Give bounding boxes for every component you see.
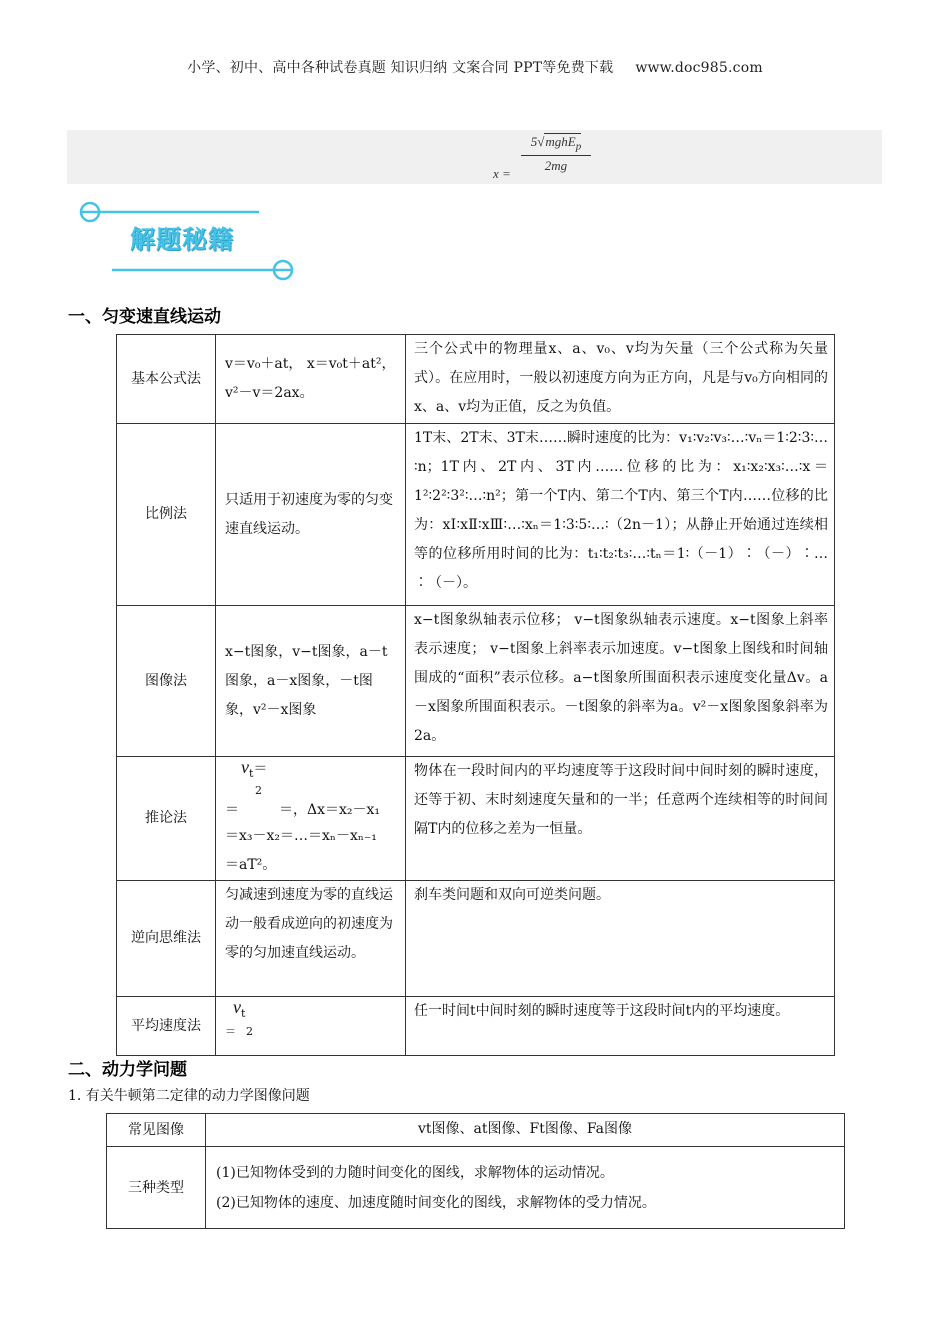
- formula-cell: v＝v₀＋at， x＝v₀t＋at²，v²－v＝2ax。: [216, 335, 406, 424]
- formula-box: [67, 130, 882, 184]
- formula-lhs: x =: [493, 166, 511, 181]
- formula-denominator: 2mg: [544, 157, 568, 173]
- sqrt-icon: √: [537, 134, 545, 149]
- formula-cell: 只适用于初速度为零的匀变速直线运动。: [216, 424, 406, 606]
- method-cell: 比例法: [117, 424, 216, 606]
- content-cell: [206, 1147, 845, 1229]
- note-cell: 刹车类问题和双向可逆类问题。: [406, 880, 835, 996]
- page-header: [0, 57, 950, 77]
- formula-cell: x−t图象，v−t图象，a－t图象，a－x图象，－t图象，v²－x图象: [216, 606, 406, 757]
- method-cell: 逆向思维法: [117, 880, 216, 996]
- content-cell: vt图像、at图像、Ft图像、Fa图像: [206, 1114, 845, 1147]
- note-cell: 1T末、2T末、3T末……瞬时速度的比为：v₁∶v₂∶v₃∶…∶vₙ＝1∶2∶3∶…∶n；1T内、2T内、3T内……位移的比为：x₁∶x₂∶x₃∶…∶x＝1²∶2²∶3²∶…∶n²；第一个T内、第二个T内、第三个T内……位移的比为：xⅠ∶xⅡ∶xⅢ∶…∶xₙ＝1∶3∶5∶…∶（2n－1）；从静止开始通过连续相等的位移所用时间的比为：t₁∶t₂∶t₃∶…∶tₙ＝1∶（－1）∶（－）∶…∶（－）。: [406, 424, 835, 606]
- method-cell: 基本公式法: [117, 335, 216, 424]
- section2-heading: 二、动力学问题: [68, 1060, 187, 1080]
- table-row: [117, 335, 835, 424]
- formula-cell: [216, 757, 406, 881]
- section2-subheading: 1. 有关牛顿第二定律的动力学图像问题: [68, 1088, 310, 1104]
- formula-line: ＝ ＝，Δx＝x₂－x₁: [225, 801, 381, 818]
- formula-line: ＝aT²。: [225, 856, 277, 873]
- banner-title: 解题秘籍: [130, 225, 235, 254]
- note-cell: x−t图象纵轴表示位移； v−t图象纵轴表示速度。x−t图象上斜率表示速度； v−t图象上斜率表示加速度。v−t图象上图线和时间轴围成的“面积”表示位移。a−t图象所围面积表示速度变化量Δv。a－x图象所围面积表示。－t图象的斜率为a。v²－x图象图象斜率为2a。: [406, 606, 835, 757]
- formula-line: ＝ 2: [225, 1024, 253, 1038]
- table-row: [117, 880, 835, 996]
- kinematics-table: [116, 334, 835, 1056]
- label-cell: 三种类型: [107, 1147, 206, 1229]
- header-text: 小学、初中、高中各种试卷真题 知识归纳 文案合同 PPT等免费下载: [187, 60, 614, 76]
- formula-coef: 5: [530, 134, 538, 149]
- type-item: (2)已知物体的速度、加速度随时间变化的图线，求解物体的受力情况。: [216, 1194, 656, 1211]
- table-row: [117, 424, 835, 606]
- formula-fraction: [521, 134, 591, 174]
- formula-radicand: mghE$_p$: [545, 134, 582, 153]
- section1-heading: 一、匀变速直线运动: [68, 307, 221, 327]
- formula-cell: [216, 996, 406, 1055]
- header-url[interactable]: www.doc985.com: [635, 60, 763, 76]
- formula-cell: 匀减速到速度为零的直线运动一般看成逆向的初速度为零的匀加速直线运动。: [216, 880, 406, 996]
- method-cell: 平均速度法: [117, 996, 216, 1055]
- formula-line: ＝x₃－x₂＝…＝xₙ－xₙ₋₁: [225, 827, 377, 844]
- dynamics-table: [106, 1113, 845, 1229]
- note-cell: 任一时间t中间时刻的瞬时速度等于这段时间t内的平均速度。: [406, 996, 835, 1055]
- note-cell: 物体在一段时间内的平均速度等于这段时间中间时刻的瞬时速度，还等于初、末时刻速度矢量和的一半；任意两个连续相等的时间间隔T内的位移之差为一恒量。: [406, 757, 835, 881]
- label-cell: 常见图像: [107, 1114, 206, 1147]
- table-row: [117, 606, 835, 757]
- mid-velocity-symbol: $v_t$: [233, 996, 246, 1020]
- note-cell: 三个公式中的物理量x、a、v₀、v均为矢量（三个公式称为矢量式）。在应用时，一般以初速度方向为正方向，凡是与v₀方向相同的x、a、v均为正值，反之为负值。: [406, 335, 835, 424]
- formula-numerator: [521, 134, 591, 156]
- mid-velocity-symbol: $v_t=$: [241, 757, 268, 780]
- table-row: [117, 757, 835, 881]
- table-row: [107, 1114, 845, 1147]
- type-item: (1)已知物体受到的力随时间变化的图线，求解物体的运动情况。: [216, 1164, 614, 1181]
- table-row: [107, 1147, 845, 1229]
- table-row: [117, 996, 835, 1055]
- method-cell: 图像法: [117, 606, 216, 757]
- section-banner: [74, 196, 304, 288]
- fraction-denominator: 2: [255, 783, 262, 797]
- method-cell: 推论法: [117, 757, 216, 881]
